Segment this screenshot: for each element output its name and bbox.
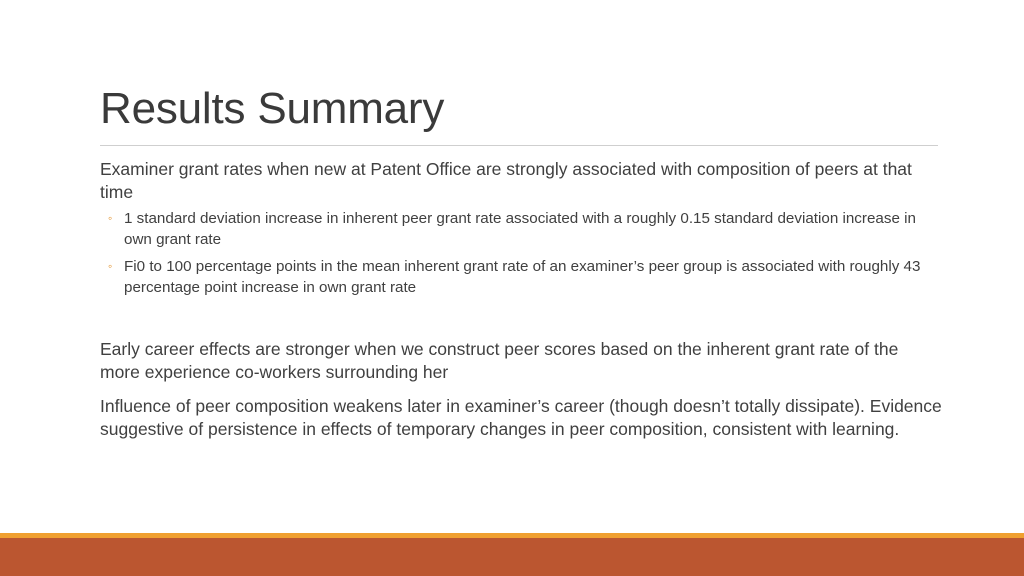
main-point-3: Influence of peer composition weakens later in examiner’s career (though doesn’t totally dissipate). Evidence suggestive of persistence in effects of temporary changes in peer composition, consistent with learning. [100,396,942,439]
sub-point-2 [100,256,942,298]
sub-point-2-text: Fi0 to 100 percentage points in the mean inherent grant rate of an examiner’s peer group is associated with roughly 43 percentage point increase in own grant rate [124,258,921,296]
sub-point-1-text: 1 standard deviation increase in inherent peer grant rate associated with a roughly 0.15 standard deviation increase in own grant rate [124,210,916,248]
sub-point-1 [100,208,942,250]
main-point-1: Examiner grant rates when new at Patent Office are strongly associated with composition of peers at that time [100,159,912,202]
main-point-2: Early career effects are stronger when we construct peer scores based on the inherent grant rate of the more experience co-workers surrounding her [100,339,899,382]
bullet-icon: ◦ [108,259,113,273]
sub-point-list [100,208,942,298]
bullet-icon: ◦ [108,211,113,225]
slide-title: Results Summary [100,84,445,133]
slide-body [100,158,942,441]
title-divider [100,145,938,146]
footer-band [0,538,1024,576]
